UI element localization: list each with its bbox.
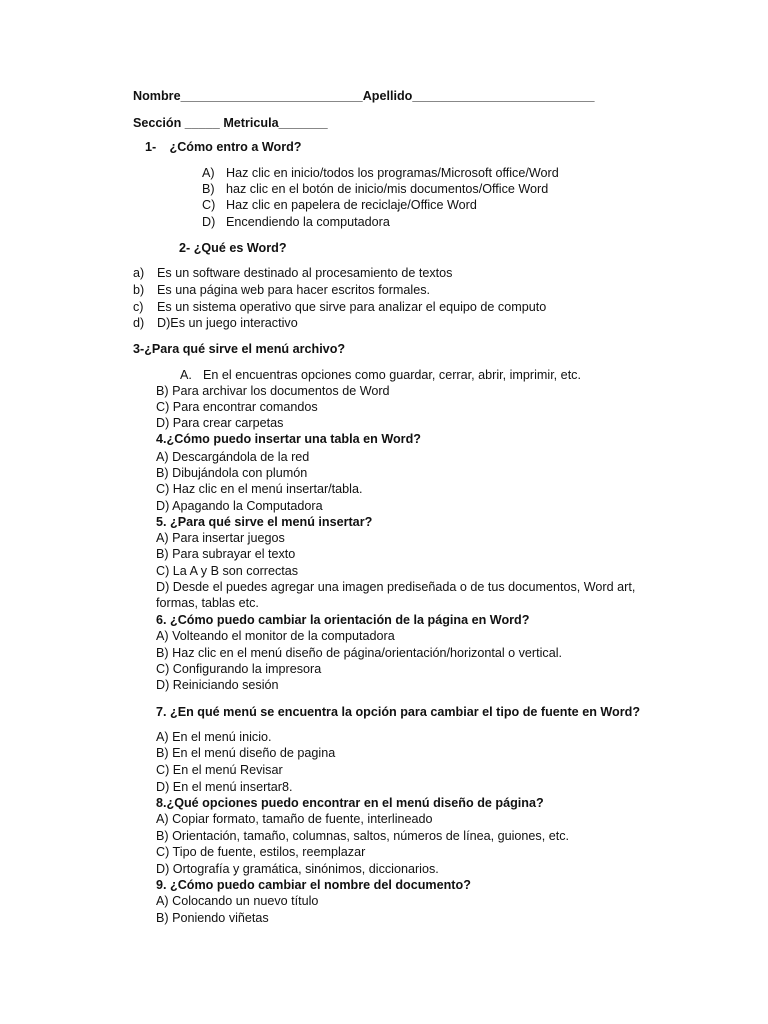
question-4: 4.¿Cómo puedo insertar una tabla en Word? (156, 432, 421, 446)
q8-option-d: D) Ortografía y gramática, sinónimos, diccionarios. (156, 862, 439, 876)
question-9: 9. ¿Cómo puedo cambiar el nombre del documento? (156, 878, 471, 892)
question-1-number: 1- (145, 140, 157, 154)
q1-option-a (202, 165, 559, 181)
q4-option-a: A) Descargándola de la red (156, 450, 310, 464)
q2-option-a-text: Es un software destinado al procesamiento de textos (157, 266, 453, 280)
q6-option-b: B) Haz clic en el menú diseño de página/orientación/horizontal o vertical. (156, 646, 563, 660)
q5-option-b: B) Para subrayar el texto (156, 547, 296, 561)
q1-option-d-label: D) (202, 215, 216, 229)
q1-option-a-label: A) (202, 166, 215, 180)
q1-option-c-text: Haz clic en papelera de reciclaje/Office Word (226, 198, 477, 212)
question-7: 7. ¿En qué menú se encuentra la opción para cambiar el tipo de fuente en Word? (156, 705, 641, 719)
q6-option-a: A) Volteando el monitor de la computadora (156, 629, 395, 643)
q1-option-b (202, 181, 548, 197)
q1-option-c-label: C) (202, 198, 216, 212)
q2-option-c (133, 299, 546, 315)
q5-option-d-continued: formas, tablas etc. (156, 596, 259, 610)
q1-option-c (202, 197, 477, 213)
q2-option-b-label: b) (133, 283, 145, 297)
q2-option-d-label: d) (133, 316, 145, 330)
q3-option-c: C) Para encontrar comandos (156, 400, 318, 414)
q2-option-b-text: Es una página web para hacer escritos formales. (157, 283, 431, 297)
q6-option-d: D) Reiniciando sesión (156, 678, 279, 692)
q8-option-c: C) Tipo de fuente, estilos, reemplazar (156, 845, 366, 859)
q3-option-a (180, 367, 581, 383)
question-5: 5. ¿Para qué sirve el menú insertar? (156, 515, 373, 529)
q3-option-d: D) Para crear carpetas (156, 416, 284, 430)
q7-option-d: D) En el menú insertar8. (156, 780, 293, 794)
q2-option-a (133, 265, 452, 281)
q1-option-b-label: B) (202, 182, 215, 196)
name-field-line: Nombre__________________________Apellido__________________________ (133, 89, 595, 103)
q1-option-d-text: Encendiendo la computadora (226, 215, 390, 229)
q5-option-d: D) Desde el puedes agregar una imagen prediseñada o de tus documentos, Word art, (156, 580, 636, 594)
q7-option-a: A) En el menú inicio. (156, 730, 272, 744)
q3-option-a-text: En el encuentras opciones como guardar, cerrar, abrir, imprimir, etc. (203, 368, 581, 382)
q7-option-c: C) En el menú Revisar (156, 763, 283, 777)
q1-option-a-text: Haz clic en inicio/todos los programas/Microsoft office/Word (226, 166, 559, 180)
q4-option-c: C) Haz clic en el menú insertar/tabla. (156, 482, 363, 496)
q1-option-d (202, 214, 390, 230)
q2-option-a-label: a) (133, 266, 145, 280)
section-field-line: Sección _____ Metricula_______ (133, 116, 328, 130)
q2-option-b (133, 282, 430, 298)
question-2: 2- ¿Qué es Word? (179, 241, 287, 255)
q5-option-c: C) La A y B son correctas (156, 564, 299, 578)
question-8: 8.¿Qué opciones puedo encontrar en el menú diseño de página? (156, 796, 544, 810)
q9-option-b: B) Poniendo viñetas (156, 911, 269, 925)
q2-option-c-label: c) (133, 300, 144, 314)
q7-option-b: B) En el menú diseño de pagina (156, 746, 336, 760)
question-6: 6. ¿Cómo puedo cambiar la orientación de la página en Word? (156, 613, 530, 627)
q5-option-a: A) Para insertar juegos (156, 531, 285, 545)
question-1 (145, 139, 302, 155)
q2-option-c-text: Es un sistema operativo que sirve para analizar el equipo de computo (157, 300, 547, 314)
q8-option-b: B) Orientación, tamaño, columnas, saltos, números de línea, guiones, etc. (156, 829, 570, 843)
q6-option-c: C) Configurando la impresora (156, 662, 322, 676)
q8-option-a: A) Copiar formato, tamaño de fuente, interlineado (156, 812, 433, 826)
q2-option-d-text: D)Es un juego interactivo (157, 316, 298, 330)
q3-option-a-label: A. (180, 368, 192, 382)
q4-option-b: B) Dibujándola con plumón (156, 466, 308, 480)
q9-option-a: A) Colocando un nuevo título (156, 894, 319, 908)
q3-option-b: B) Para archivar los documentos de Word (156, 384, 390, 398)
question-3: 3-¿Para qué sirve el menú archivo? (133, 342, 346, 356)
question-1-text: ¿Cómo entro a Word? (169, 140, 302, 154)
q4-option-d: D) Apagando la Computadora (156, 499, 323, 513)
q1-option-b-text: haz clic en el botón de inicio/mis documentos/Office Word (226, 182, 549, 196)
q2-option-d (133, 315, 298, 331)
